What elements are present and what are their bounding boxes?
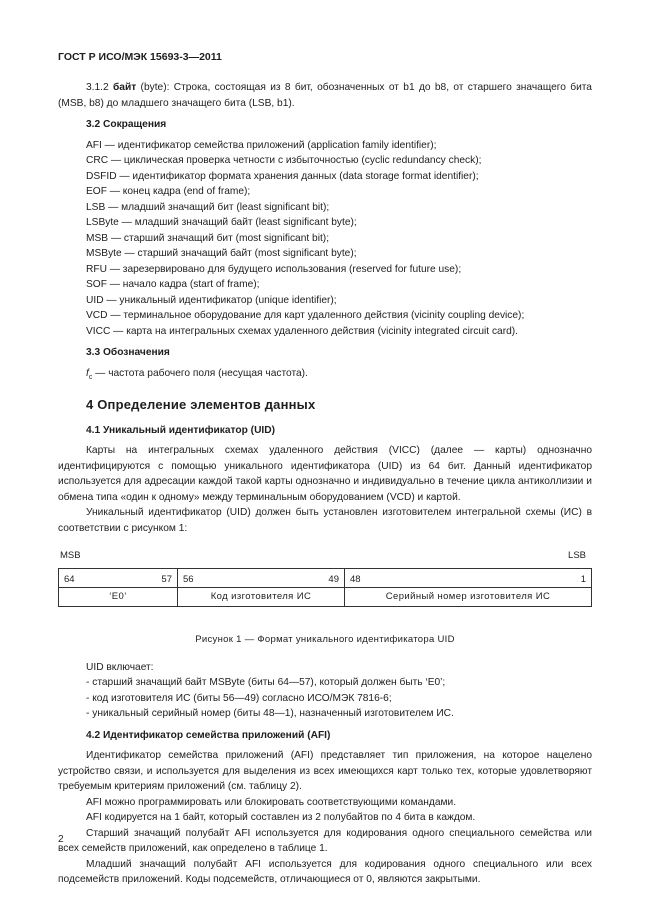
list-item: MSByte — старший значащий байт (most significant byte); [86,248,357,259]
section-3-3-title: 3.3 Обозначения [86,347,170,358]
lsb-label: LSB [568,550,586,562]
list-item: MSB — старший значащий бит (most significant bit); [86,232,330,244]
list-item: - старший значащий байт MSByte (биты 64—57), который должен быть ‘E0’; [86,677,446,689]
list-item: EOF — конец кадра (end of frame); [86,186,251,197]
list-item: VCD — терминальное оборудование для карт удаленного действия (vicinity coupling device); [86,310,525,321]
msb-label: MSB [60,550,81,562]
list-item: DSFID — идентификатор формата хранения данных (data storage format identifier); [86,170,479,182]
uid-format-table [58,568,592,607]
symbol-definition: $f_c$ — частота рабочего поля (несущая частота). [86,367,308,381]
term: байт [113,82,137,93]
section-3-2-title: 3.2 Сокращения [86,119,167,130]
bits-serial: 48 1 [345,569,592,588]
paragraph: Карты на интегральных схемах удаленного действия (VICC) (далее — карты) однозначно идентифицируются с помощью уникального идентификатора (UID) из 64 бит. Данный идентификатор используется для адресации каждой такой карты однозначно и индивидуально в течение цикла антиколлизии и обмена типа «один к одному» между терминальным оборудованием (VCD) и картой. [58,445,592,503]
symbol-fc: $f_c$ [86,367,93,381]
definition-text: (byte): Строка, состоящая из 8 бит, обозначенных от b1 до b8, от старшего значащего бита (MSB, b8) до младшего значащего бита (LSB, b1). [58,82,592,109]
figure-1-uid-format [58,548,592,632]
list-item: VICC — карта на интегральных схемах удаленного действия (vicinity integrated circuit card). [86,325,518,337]
list-item: - код изготовителя ИС (биты 56—49) согласно ИСО/МЭК 7816-6; [86,692,392,704]
list-item: LSB — младший значащий бит (least significant bit); [86,201,330,213]
bit-range-row [59,569,592,588]
paragraph: Младший значащий полубайт AFI используется для кодирования одного специального или всех подсемейств приложений. Коды подсемейств, отличающиеся от 0, являются закрытыми. [58,858,592,886]
document-header: ГОСТ Р ИСО/МЭК 15693-3—2011 [58,51,222,63]
figure-1-caption: Рисунок 1 — Формат уникального идентификатора UID [195,634,455,646]
paragraph: AFI можно программировать или блокировать соответствующими командами. [86,796,457,808]
abbreviations-list [58,138,592,340]
clause-number: 3.1.2 [86,82,109,93]
list-item: AFI — идентификатор семейства приложений (application family identifier); [86,139,437,151]
section-4-1-title: 4.1 Уникальный идентификатор (UID) [86,424,276,436]
paragraph: Старший значащий полубайт AFI используется для кодирования одного специального семейства или всех семейств приложений, как определено в таблице 1. [58,827,592,855]
section-4-2-title: 4.2 Идентификатор семейства приложений (AFI) [86,729,331,741]
field-ic-manufacturer-code: Код изготовителя ИС [178,588,345,607]
paragraph: AFI кодируется на 1 байт, который составлен из 2 полубайтов по 4 бита в каждом. [86,812,476,824]
field-serial-number: Серийный номер изготовителя ИС [345,588,592,607]
paragraph: Уникальный идентификатор (UID) должен быть установлен изготовителем интегральной схемы (ИС) в соответствии с рисунком 1: [58,507,592,534]
uid-components-list [58,660,592,722]
list-intro: UID включает: [86,661,154,673]
page-number: 2 [58,834,64,845]
list-item: UID — уникальный идентификатор (unique identifier); [86,294,337,306]
section-4-title: 4 Определение элементов данных [86,397,316,413]
field-e0: ‘E0’ [59,588,178,607]
page-content [58,80,592,888]
list-item: - уникальный серийный номер (биты 48—1), назначенный изготовителем ИС. [86,708,454,720]
list-item: SOF — начало кадра (start of frame); [86,279,260,290]
list-item: RFU — зарезервировано для будущего использования (reserved for future use); [86,263,462,275]
bits-ic-code: 56 49 [178,569,345,588]
bits-msbyte: 64 57 [59,569,178,588]
definition-3-1-2 [58,80,592,111]
field-row [59,588,592,607]
list-item: CRC — циклическая проверка четности с избыточностью (cyclic redundancy check); [86,155,482,166]
list-item: LSByte — младший значащий байт (least significant byte); [86,217,357,228]
paragraph: Идентификатор семейства приложений (AFI) представляет тип приложения, на которое нацелено устройство связи, и используется для выделения из всех имеющихся карт только тех, которые удовлетворяют требуемым критериям приложений (см. таблицу 2). [58,750,592,793]
